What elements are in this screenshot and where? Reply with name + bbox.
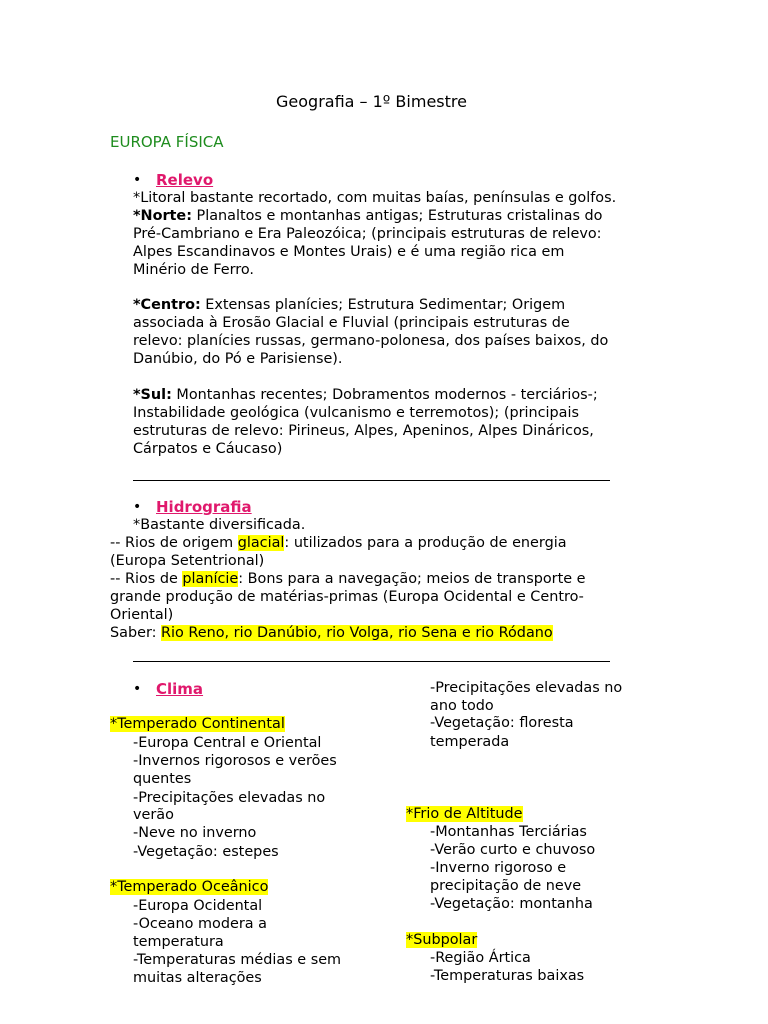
- planicie-highlight: planície: [182, 571, 239, 587]
- saber-line: [110, 624, 553, 642]
- sul-label: *Sul:: [133, 387, 172, 403]
- relevo-centro-line: relevo: planícies russas, germano-polonesa, dos países baixos, do: [133, 333, 609, 349]
- oceanico-line: -Temperaturas médias e sem: [133, 952, 342, 968]
- rios-planicie-line: [110, 570, 586, 588]
- relevo-norte-line: Pré-Cambriano e Era Paleozóica; (principais estruturas de relevo:: [133, 226, 602, 242]
- relevo-intro: *Litoral bastante recortado, com muitas baías, penínsulas e golfos.: [133, 190, 617, 206]
- oceanico-cont-line: temperada: [430, 734, 510, 750]
- bullet-relevo: •: [133, 172, 142, 188]
- relevo-sul-line: [133, 386, 598, 404]
- oceanico-cont-line: -Vegetação: floresta: [430, 715, 574, 731]
- oceanico-line: temperatura: [133, 934, 224, 950]
- continental-line: -Europa Central e Oriental: [133, 735, 322, 751]
- glacial-highlight: glacial: [237, 535, 285, 551]
- bullet-clima: •: [133, 681, 142, 697]
- saber-highlight: Rio Reno, rio Danúbio, rio Volga, rio Sena e rio Ródano: [161, 625, 553, 641]
- planicie-pre: -- Rios de: [110, 571, 183, 587]
- relevo-sul-line: estruturas de relevo: Pirineus, Alpes, Apeninos, Alpes Dináricos,: [133, 423, 594, 439]
- continental-line: verão: [133, 807, 174, 823]
- relevo-centro-line: Danúbio, do Pó e Parisiense).: [133, 351, 343, 367]
- clima-oceanico-label: [110, 878, 268, 896]
- clima-continental-label: [110, 715, 285, 733]
- section-heading: EUROPA FÍSICA: [110, 133, 224, 151]
- relevo-heading: Relevo: [156, 171, 214, 189]
- continental-line: -Neve no inverno: [133, 825, 257, 841]
- continental-line: quentes: [133, 771, 192, 787]
- rios-planicie-line3: Oriental): [110, 607, 174, 623]
- sul-text: Montanhas recentes; Dobramentos modernos - terciários-;: [171, 387, 598, 403]
- rios-planicie-line2: grande produção de matérias-primas (Europa Ocidental e Centro-: [110, 589, 584, 605]
- altitude-line: -Inverno rigoroso e: [430, 860, 567, 876]
- relevo-norte-line: Minério de Ferro.: [133, 262, 254, 278]
- rios-glacial-line2: (Europa Setentrional): [110, 553, 265, 569]
- subpolar-highlight: *Subpolar: [406, 932, 478, 948]
- continental-highlight: *Temperado Continental: [110, 716, 285, 732]
- continental-line: -Invernos rigorosos e verões: [133, 753, 337, 769]
- relevo-norte-line: [133, 207, 602, 225]
- norte-text: Planaltos e montanhas antigas; Estruturas cristalinas do: [191, 208, 603, 224]
- glacial-post: : utilizados para a produção de energia: [284, 535, 567, 551]
- rios-glacial-line: [110, 534, 567, 552]
- altitude-line: precipitação de neve: [430, 878, 582, 894]
- bullet-hidrografia: •: [133, 499, 142, 515]
- divider: [133, 480, 610, 481]
- oceanico-line: -Europa Ocidental: [133, 898, 263, 914]
- divider: [133, 661, 610, 662]
- clima-altitude-label: [406, 805, 523, 823]
- oceanico-cont-line: -Precipitações elevadas no: [430, 680, 623, 696]
- continental-line: -Vegetação: estepes: [133, 844, 279, 860]
- relevo-sul-line: Instabilidade geológica (vulcanismo e terremotos); (principais: [133, 405, 579, 421]
- oceanico-highlight: *Temperado Oceânico: [110, 879, 269, 895]
- relevo-centro-line: [133, 296, 565, 314]
- norte-label: *Norte:: [133, 208, 192, 224]
- altitude-highlight: *Frio de Altitude: [406, 806, 523, 822]
- hidrografia-intro: *Bastante diversificada.: [133, 517, 306, 533]
- altitude-line: -Montanhas Terciárias: [430, 824, 587, 840]
- planicie-post: : Bons para a navegação; meios de transporte e: [238, 571, 586, 587]
- altitude-line: -Vegetação: montanha: [430, 896, 593, 912]
- clima-subpolar-label: [406, 931, 477, 949]
- centro-label: *Centro:: [133, 297, 201, 313]
- glacial-pre: -- Rios de origem: [110, 535, 238, 551]
- subpolar-line: -Região Ártica: [430, 950, 531, 966]
- relevo-sul-line: Cárpatos e Cáucaso): [133, 441, 283, 457]
- hidrografia-heading: Hidrografia: [156, 498, 252, 516]
- oceanico-line: muitas alterações: [133, 970, 262, 986]
- document-title: Geografia – 1º Bimestre: [276, 92, 467, 111]
- oceanico-line: -Oceano modera a: [133, 916, 267, 932]
- clima-heading: Clima: [156, 680, 204, 698]
- continental-line: -Precipitações elevadas no: [133, 790, 326, 806]
- relevo-norte-line: Alpes Escandinavos e Montes Urais) e é uma região rica em: [133, 244, 565, 260]
- altitude-line: -Verão curto e chuvoso: [430, 842, 596, 858]
- centro-text: Extensas planícies; Estrutura Sedimentar; Origem: [200, 297, 566, 313]
- saber-label: Saber:: [110, 625, 162, 641]
- oceanico-cont-line: ano todo: [430, 698, 494, 714]
- subpolar-line: -Temperaturas baixas: [430, 968, 585, 984]
- relevo-centro-line: associada à Erosão Glacial e Fluvial (principais estruturas de: [133, 315, 570, 331]
